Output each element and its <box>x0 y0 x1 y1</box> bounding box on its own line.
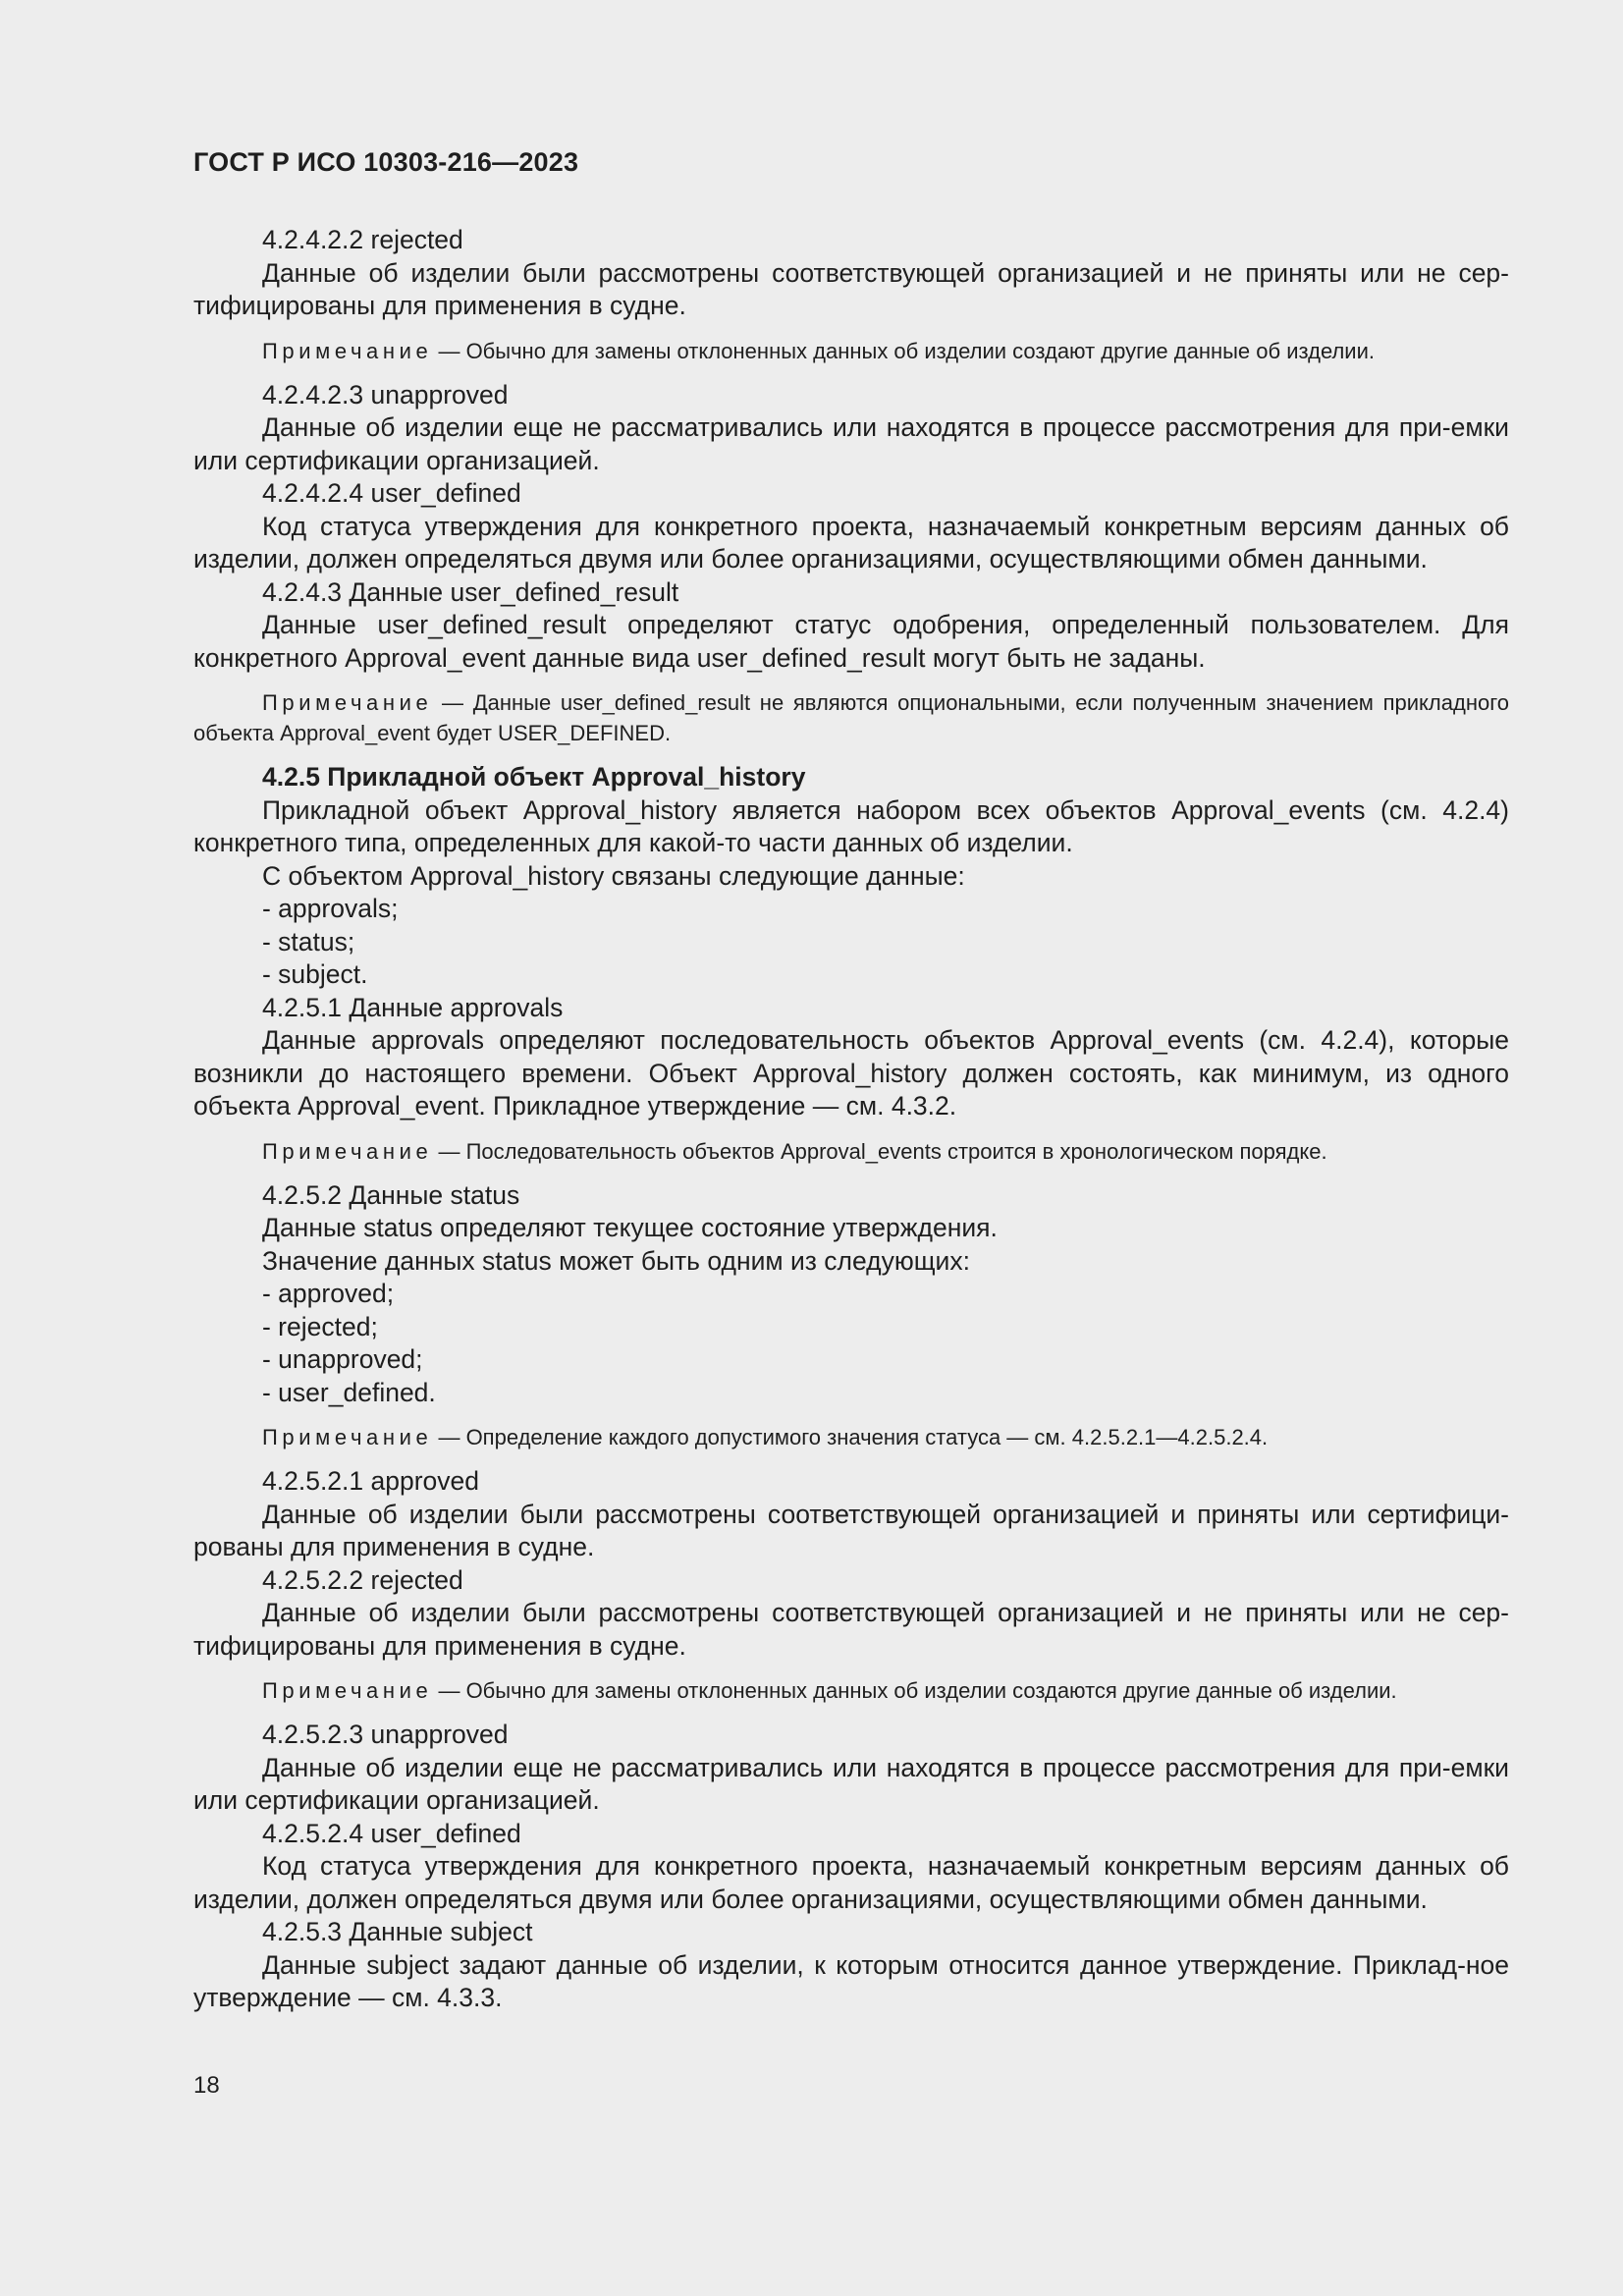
section-heading: 4.2.5.1 Данные approvals <box>262 992 564 1022</box>
body-paragraph: Значение данных status может быть одним из следующих: <box>262 1245 970 1276</box>
section-heading: 4.2.4.2.4 user_defined <box>262 478 521 508</box>
section-heading: 4.2.5.2.3 unapproved <box>262 1720 509 1749</box>
body-paragraph: Прикладной объект Approval_history является набором всех объектов Approval_events (см. 4.2.4) конкретного типа, определенных для какой-то части данных об изделии. <box>193 794 1509 857</box>
list-item: - approved; <box>262 1279 395 1308</box>
body-paragraph: Данные об изделии были рассмотрены соответствующей организацией и не приняты или не сер-тифицированы для применения в судне. <box>193 1598 1509 1661</box>
section-heading: 4.2.5.2 Данные status <box>262 1179 520 1210</box>
body-paragraph: С объектом Approval_history связаны следующие данные: <box>262 860 965 891</box>
note-label: Примечание <box>262 690 433 715</box>
note-text: — Последовательность объектов Approval_events строится в хронологическом порядке. <box>432 1138 1327 1164</box>
note-text: — Обычно для замены отклоненных данных об изделии создаются другие данные об изделии. <box>432 1678 1397 1703</box>
list-item: - subject. <box>262 959 368 989</box>
list-item: - unapproved; <box>262 1344 423 1374</box>
note-text: — Обычно для замены отклоненных данных об изделии создают другие данные об изделии. <box>432 338 1375 363</box>
body-paragraph: Данные approvals определяют последовательность объектов Approval_events (см. 4.2.4), которые возникли до настоящего времени. Объект Approval_history должен состоять, как минимум, из одного объекта Approval_event. Прикладное утверждение — см. 4.3.2. <box>193 1025 1509 1121</box>
section-heading: 4.2.5.2.1 approved <box>262 1466 480 1496</box>
document-header: ГОСТ Р ИСО 10303-216—2023 <box>193 147 579 177</box>
note-text: — Определение каждого допустимого значения статуса — см. 4.2.5.2.1—4.2.5.2.4. <box>432 1425 1269 1449</box>
list-item: - status; <box>262 926 355 957</box>
section-title: 4.2.5 Прикладной объект Approval_history <box>262 762 806 792</box>
body-paragraph: Данные user_defined_result определяют статус одобрения, определенный пользователем. Для конкретного Approval_event данные вида user_defined_result могут быть не заданы. <box>193 610 1509 673</box>
note-label: Примечание <box>262 1138 433 1164</box>
document-body <box>193 224 1509 2015</box>
note-label: Примечание <box>262 338 433 363</box>
section-heading: 4.2.4.2.2 rejected <box>262 225 463 254</box>
note-paragraph <box>193 336 1509 366</box>
note-label: Примечание <box>262 1678 433 1703</box>
section-heading: 4.2.5.2.2 rejected <box>262 1564 463 1595</box>
body-paragraph: Данные об изделии еще не рассматривались или находятся в процессе рассмотрения для при-емки или сертификации организацией. <box>193 412 1509 475</box>
note-label: Примечание <box>262 1425 433 1449</box>
section-heading: 4.2.5.3 Данные subject <box>262 1917 533 1946</box>
body-paragraph: Код статуса утверждения для конкретного проекта, назначаемый конкретным версиям данных об изделии, должен определяться двумя или более организациями, осуществляющими обмен данными. <box>193 511 1509 574</box>
note-paragraph <box>193 687 1509 748</box>
section-heading: 4.2.5.2.4 user_defined <box>262 1818 521 1848</box>
body-paragraph: Данные subject задают данные об изделии, к которым относится данное утверждение. Приклад-ное утверждение — см. 4.3.3. <box>193 1949 1509 2012</box>
list-item: - rejected; <box>262 1311 378 1341</box>
note-paragraph <box>193 1675 1509 1706</box>
body-paragraph: Данные об изделии еще не рассматривались или находятся в процессе рассмотрения для при-емки или сертификации организацией. <box>193 1752 1509 1815</box>
section-heading: 4.2.4.2.3 unapproved <box>262 379 509 410</box>
list-item: - approvals; <box>262 894 399 923</box>
note-paragraph <box>193 1136 1509 1167</box>
note-text: — Данные user_defined_result не являются опциональными, если полученным значением прикладного объекта Approval_event будет USER_DEFINED. <box>193 690 1509 745</box>
page-number: 18 <box>193 2072 220 2099</box>
body-paragraph: Код статуса утверждения для конкретного проекта, назначаемый конкретным версиям данных об изделии, должен определяться двумя или более организациями, осуществляющими обмен данными. <box>193 1851 1509 1914</box>
body-paragraph: Данные об изделии были рассмотрены соответствующей организацией и не приняты или не сер-тифицированы для применения в судне. <box>193 257 1509 320</box>
list-item: - user_defined. <box>262 1377 436 1407</box>
body-paragraph: Данные об изделии были рассмотрены соответствующей организацией и приняты или сертифици-рованы для применения в судне. <box>193 1499 1509 1561</box>
body-paragraph: Данные status определяют текущее состояние утверждения. <box>262 1213 998 1242</box>
note-paragraph <box>193 1422 1509 1452</box>
section-heading: 4.2.4.3 Данные user_defined_result <box>262 576 679 607</box>
